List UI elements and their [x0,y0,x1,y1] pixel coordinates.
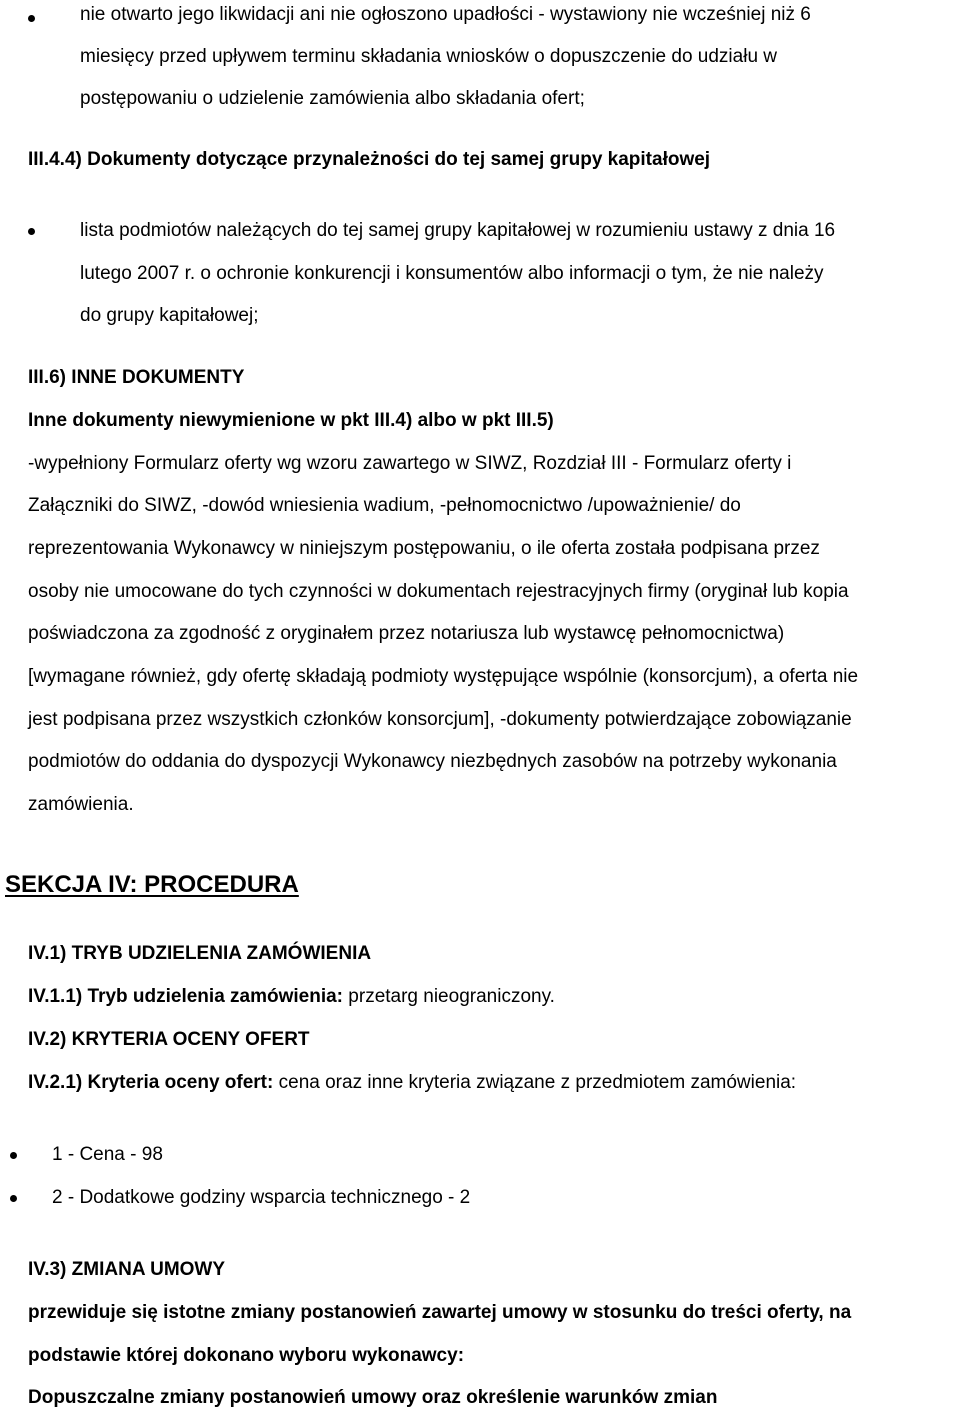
label: IV.1.1) Tryb udzielenia zamówienia: [28,986,344,1007]
paragraph-line: [wymagane również, gdy ofertę składają podmioty występujące wspólnie (konsorcjum), a oferta nie [28,666,859,687]
section-title: SEKCJA IV: PROCEDURA [5,871,299,898]
heading-iv-3: IV.3) ZMIANA UMOWY [28,1259,226,1280]
heading-iii-4-4: III.4.4) Dokumenty dotyczące przynależności do tej samej grupy kapitałowej [28,149,711,170]
paragraph-line: reprezentowania Wykonawcy w niniejszym postępowaniu, o ile oferta została podpisana przez [28,538,820,559]
paragraph-line: Załączniki do SIWZ, -dowód wniesienia wadium, -pełnomocnictwo /upoważnienie/ do [28,495,741,516]
paragraph-line: zamówienia. [28,794,134,815]
bullet-marker [28,228,35,235]
paragraph-line: postępowaniu o udzielenie zamówienia albo składania ofert; [80,88,585,109]
criteria-item: 1 - Cena - 98 [52,1144,163,1165]
heading-iv-2-1 [28,1071,796,1095]
paragraph-line: lista podmiotów należących do tej samej grupy kapitałowej w rozumieniu ustawy z dnia 16 [80,220,836,241]
paragraph-line: -wypełniony Formularz oferty wg wzoru zawartego w SIWZ, Rozdział III - Formularz oferty i [28,453,792,474]
paragraph-line: poświadczona za zgodność z oryginałem przez notariusza lub wystawcę pełnomocnictwa) [28,623,785,644]
value: przetarg nieograniczony. [343,986,555,1007]
heading-iv-2: IV.2) KRYTERIA OCENY OFERT [28,1029,310,1050]
paragraph-line: Dopuszczalne zmiany postanowień umowy oraz określenie warunków zmian [28,1387,718,1408]
paragraph-line: podmiotów do oddania do dyspozycji Wykonawcy niezbędnych zasobów na potrzeby wykonania [28,751,837,772]
bullet-marker [28,15,35,22]
label: IV.2.1) Kryteria oceny ofert: [28,1072,274,1093]
paragraph-line: do grupy kapitałowej; [80,305,259,326]
heading-iii-6: III.6) INNE DOKUMENTY [28,367,245,388]
bullet-marker [10,1152,17,1159]
bullet-marker [10,1195,17,1202]
paragraph-line: nie otwarto jego likwidacji ani nie ogłoszono upadłości - wystawiony nie wcześniej niż 6 [80,4,811,25]
criteria-item: 2 - Dodatkowe godziny wsparcia technicznego - 2 [52,1187,471,1208]
value: cena oraz inne kryteria związane z przedmiotem zamówienia: [273,1072,797,1093]
paragraph-line: jest podpisana przez wszystkich członków konsorcjum], -dokumenty potwierdzające zobowiązanie [28,709,852,730]
paragraph-line: przewiduje się istotne zmiany postanowień zawartej umowy w stosunku do treści oferty, na [28,1302,852,1323]
paragraph-line: osoby nie umocowane do tych czynności w dokumentach rejestracyjnych firmy (oryginał lub kopia [28,581,849,602]
heading-iv-1: IV.1) TRYB UDZIELENIA ZAMÓWIENIA [28,943,372,964]
heading-iv-1-1 [28,985,555,1009]
paragraph-line: podstawie której dokonano wyboru wykonawcy: [28,1345,465,1366]
paragraph-line: miesięcy przed upływem terminu składania wniosków o dopuszczenie do udziału w [80,46,778,67]
subheading-other-documents: Inne dokumenty niewymienione w pkt III.4) albo w pkt III.5) [28,410,554,431]
paragraph-line: lutego 2007 r. o ochronie konkurencji i konsumentów albo informacji o tym, że nie należy [80,263,824,284]
